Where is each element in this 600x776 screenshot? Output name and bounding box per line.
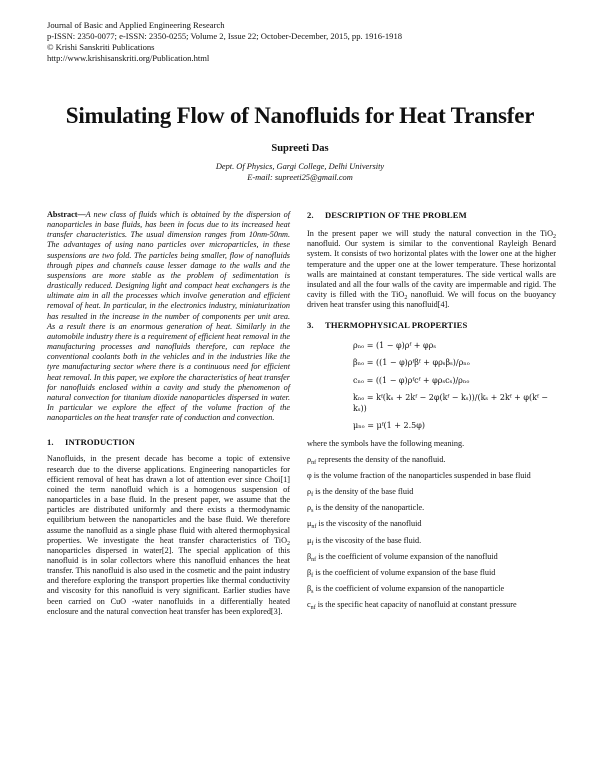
section-title: INTRODUCTION bbox=[65, 437, 135, 448]
equation-viscosity: μₙₒ = μᶠ(1 + 2.5φ) bbox=[353, 421, 425, 431]
symbol-definition bbox=[307, 600, 556, 610]
journal-name: Journal of Basic and Applied Engineering Research bbox=[47, 20, 225, 30]
author-name: Supreeti Das bbox=[271, 143, 329, 154]
symbol-definition bbox=[307, 536, 556, 546]
abstract bbox=[47, 210, 290, 423]
intro-subscript: 2 bbox=[287, 540, 290, 547]
symbol: φ bbox=[307, 470, 312, 480]
symbol-description: is the viscosity of the nanofluid bbox=[316, 519, 422, 529]
equation-density: ρₙₒ = (1 − φ)ρᶠ + φρₛ bbox=[353, 340, 437, 350]
abstract-text: A new class of fluids which is obtained by the dispersion of nanoparticles in base fluids, has been in focus due to its increased heat transfer characteristics. The usual dimension ranges from 10nm-50nm. The advantages of using nano particles over microparticles, in these suspensions are two fold. The particles being smaller, flow of nanofluids through pipes and channels cause lesser damage to the walls and the suspensions are more stable as the problem of sedimentation is drastically reduced. Designing light and compact heat exchangers is the ultimate aim in all the processes which involve generation and efficient removal of heat. In particular, in the electronics industry, miniaturization has resulted in the increase in the number of components per unit area. As a result there is an enormous generation of heat. Similarly in the automobile industry there is a requirement of efficient heat removal in the manufacturing processes and nanofluids therefore, can replace the conventional coolants both in the vehicles and in the industries like the tyre manufacturing sector where there is a continuous need for efficient heat removal. In this paper, we explore the characteristics of heat transfer for nanofluids enclosed within a cavity and study the phenomenon of natural convection for titanium dioxide nanoparticles dispersed in water. In particular we explore the effect of the volume fraction of the nanoparticles on the heat transfer rate of conduction and convection. bbox=[47, 210, 290, 423]
section-number: 3. bbox=[307, 320, 314, 331]
symbol-subscript: s bbox=[311, 588, 314, 595]
symbol-definition bbox=[307, 471, 556, 481]
problem-subscript: 2 bbox=[404, 295, 408, 302]
symbol-definition bbox=[307, 552, 556, 562]
symbol-definition bbox=[307, 519, 556, 529]
symbol-description: is the coefficient of volume expansion of the base fluid bbox=[313, 567, 496, 577]
section-heading-thermophysical bbox=[307, 320, 556, 330]
symbol: ρ bbox=[307, 503, 312, 513]
symbol: ρ bbox=[307, 487, 312, 497]
author-affiliation bbox=[0, 162, 600, 183]
symbol-description: is the coefficient of volume expansion of the nanofluid bbox=[316, 551, 498, 561]
section-heading-introduction bbox=[47, 437, 290, 447]
symbol-description: is the specific heat capacity of nanofluid at constant pressure bbox=[315, 600, 517, 610]
intro-text-part: nanoparticles dispersed in water[2]. The special application of this nanofluid is in solar collectors where this nanofluid enhances the heat transfer. This nanofluid is also used in the cosmetic and the paint industry and therefore exploring the transport properties like thermal conductivity and viscosity for this nanofluid is very significant. Earlier studies have been carried on CuO -water nanofluids in a differentially heated enclosure and the natural convection heat transfer has been explored[3]. bbox=[47, 545, 290, 616]
symbol-description: represents the density of the nanofluid. bbox=[316, 454, 446, 464]
symbol-subscript: nf bbox=[311, 556, 317, 563]
symbol-description: is the density of the base fluid bbox=[313, 487, 414, 497]
section-title: DESCRIPTION OF THE PROBLEM bbox=[325, 210, 467, 220]
symbol: β bbox=[307, 551, 312, 561]
author-email[interactable]: E-mail: supreeti25@gmail.com bbox=[247, 172, 353, 182]
symbol-definition bbox=[307, 584, 556, 594]
symbol-list bbox=[307, 455, 556, 611]
symbol: ρ bbox=[307, 454, 312, 464]
symbol-definition bbox=[307, 503, 556, 513]
abstract-label: Abstract— bbox=[47, 210, 86, 219]
symbols-intro: where the symbols have the following meaning. bbox=[307, 438, 465, 448]
equation-block bbox=[353, 341, 556, 432]
equation-expansion: βₙₒ = ((1 − φ)ρᶠβᶠ + φρₛβₛ)/ρₙₒ bbox=[353, 358, 470, 368]
symbol-subscript: nf bbox=[311, 459, 317, 466]
equation-heat-capacity: cₙₒ = ((1 − φ)ρᶠcᶠ + φρₛcₛ)/ρₙₒ bbox=[353, 375, 470, 385]
journal-header bbox=[47, 20, 402, 64]
symbol-subscript: f bbox=[311, 572, 314, 579]
journal-url[interactable]: http://www.krishisanskriti.org/Publication.html bbox=[47, 53, 210, 63]
affiliation-text: Dept. Of Physics, Gargi College, Delhi University bbox=[215, 162, 385, 171]
symbol-subscript: nf bbox=[311, 524, 317, 531]
symbol: β bbox=[307, 567, 312, 577]
symbol-description: is the coefficient of volume expansion of the nanoparticle bbox=[313, 583, 505, 593]
symbol: β bbox=[307, 583, 312, 593]
section-title: THERMOPHYSICAL PROPERTIES bbox=[325, 320, 468, 331]
equation-conductivity: kₙₒ = kᶠ(kₛ + 2kᶠ − 2φ(kᶠ − kₛ))/(kₛ + 2kᶠ + φ(kᶠ − bbox=[353, 393, 548, 403]
symbol-subscript: s bbox=[311, 508, 314, 515]
symbol: μ bbox=[307, 519, 312, 529]
intro-text-part: Nanofluids, in the present decade has become a topic of extensive research due to the diverse applications. Engineering nanoparticles for efficient removal of heat has drawn a lot of attention ever since Choi[1] coined the term nanofluid which is a homogenous suspension of nanoparticles in a base fluid. In the present paper, we assume that the particles are distributed uniformly and there exists a thermodynamic equilibrium between the nanoparticles and the base fluid. We therefore assume the nanofluid as a single phase fluid with altered thermophysical properties. We investigate the heat transfer characteristics of TiO bbox=[47, 454, 290, 545]
symbol-definition bbox=[307, 568, 556, 578]
equation-conductivity-cont: kₛ)) bbox=[353, 403, 367, 413]
symbol: c bbox=[307, 600, 311, 610]
right-column bbox=[307, 210, 556, 610]
section-number: 1. bbox=[47, 437, 54, 448]
section-number: 2. bbox=[307, 210, 314, 220]
section-heading-problem bbox=[307, 210, 556, 220]
problem-text-part: In the present paper we will study the natural convection in the TiO bbox=[307, 229, 553, 239]
symbol-description: is the volume fraction of the nanoparticles suspended in base fluid bbox=[311, 470, 531, 480]
journal-copyright: © Krishi Sanskriti Publications bbox=[47, 42, 155, 52]
problem-text-part: nanofluid. Our system is similar to the conventional Rayleigh Benard system. It consists of two horizontal plates with the lower one at the higher temperature and the upper one at the lower temperature. These horizontal walls are maintained at constant temperatures. The side vertical walls are insulated and all the four walls of the cavity are impermable and rigid. The cavity is filled with the TiO bbox=[307, 239, 556, 300]
journal-issn: p-ISSN: 2350-0077; e-ISSN: 2350-0255; Volume 2, Issue 22; October-December, 2015, pp. 1916-1918 bbox=[47, 31, 403, 41]
symbol-subscript: f bbox=[311, 492, 314, 499]
left-column bbox=[47, 210, 290, 617]
problem-subscript: 2 bbox=[553, 234, 556, 241]
symbol-description: is the density of the nanoparticle. bbox=[313, 503, 425, 513]
symbol-subscript: nf bbox=[310, 605, 316, 612]
problem-body bbox=[307, 229, 556, 310]
paper-title: Simulating Flow of Nanofluids for Heat Transfer bbox=[65, 103, 535, 128]
symbol-definition bbox=[307, 487, 556, 497]
symbol-description: is the viscosity of the base fluid. bbox=[313, 535, 422, 545]
symbol-subscript: f bbox=[311, 540, 314, 547]
symbol: μ bbox=[307, 535, 312, 545]
problem-text-part: nanofluid. We will focus on the buoyancy driven heat transfer using this nanofluid[4]. bbox=[307, 290, 556, 310]
symbol-definition bbox=[307, 455, 556, 465]
introduction-body bbox=[47, 454, 290, 617]
